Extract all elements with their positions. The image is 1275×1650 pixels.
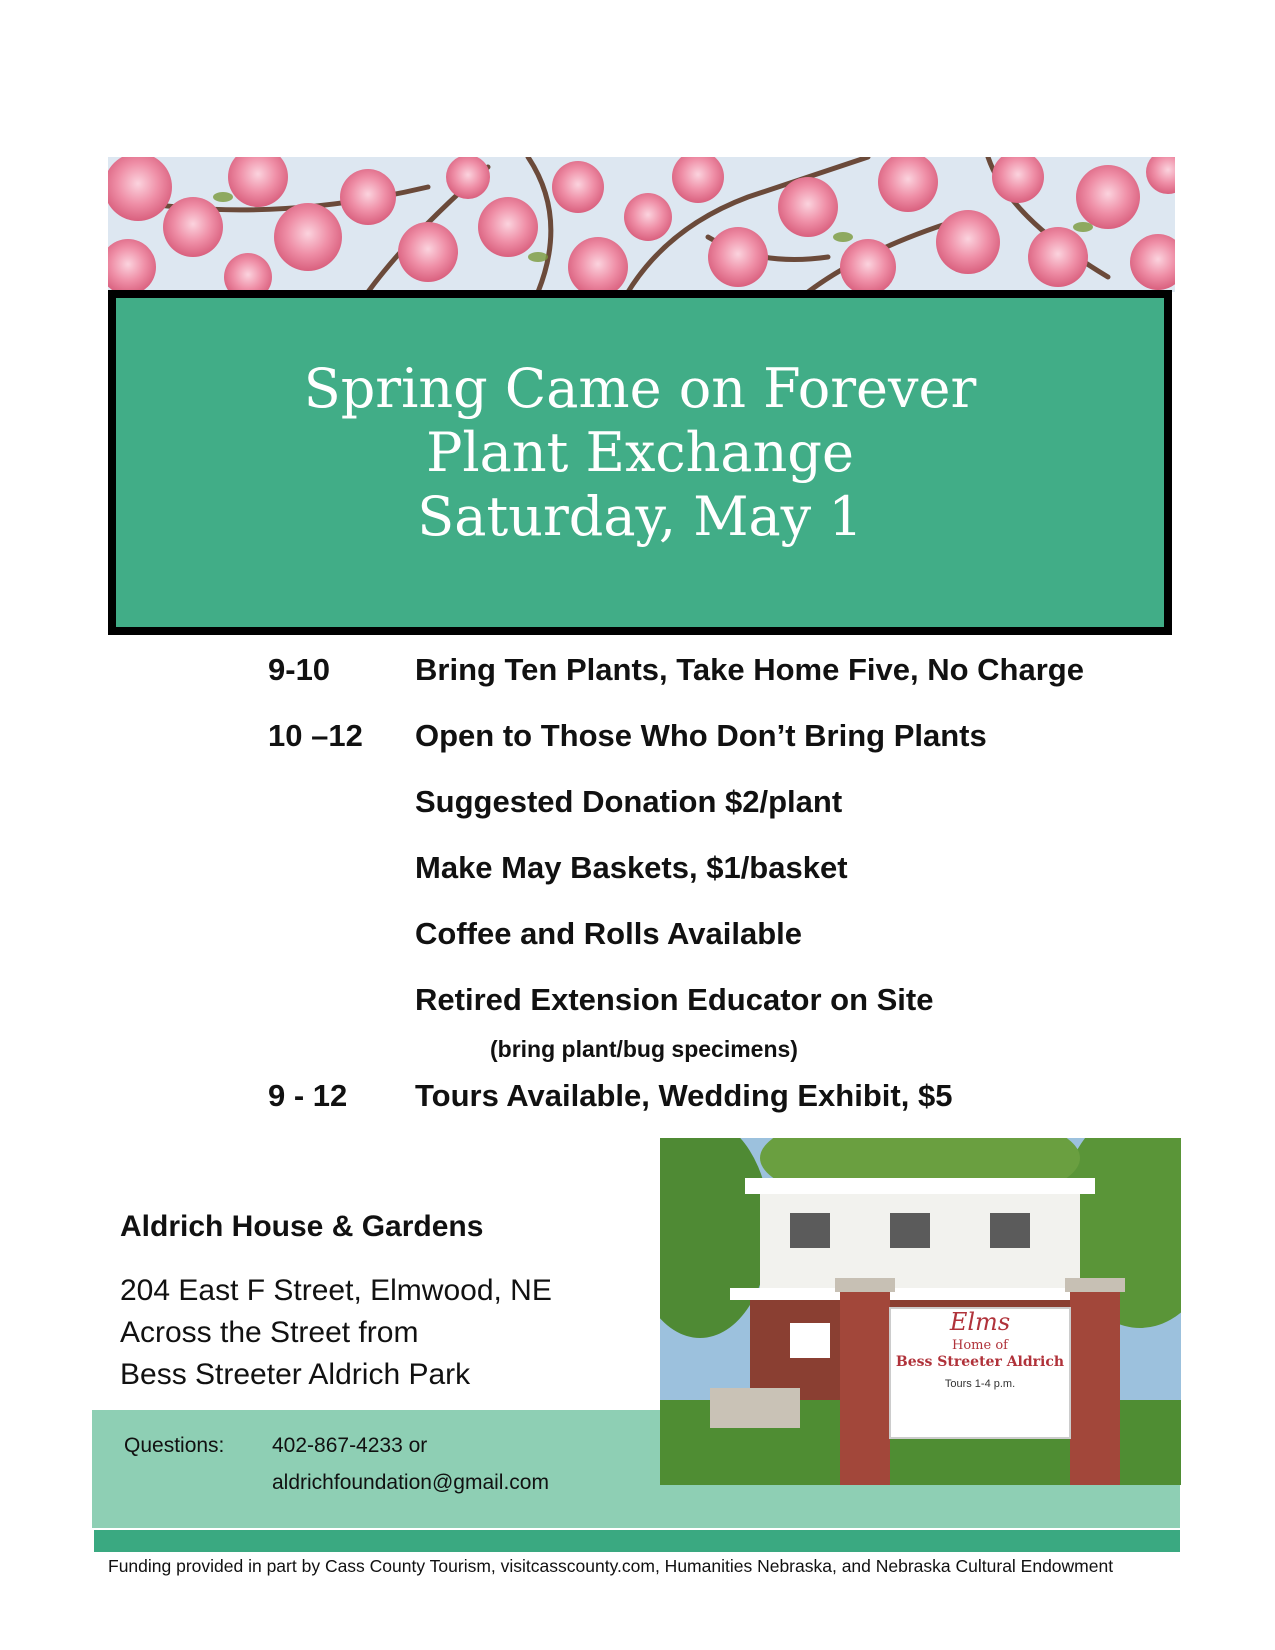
schedule-desc: Suggested Donation $2/plant <box>415 784 843 819</box>
questions-label: Questions: <box>124 1434 225 1457</box>
address-line: 204 East F Street, Elmwood, NE <box>120 1274 552 1307</box>
event-subtitle: Plant Exchange <box>426 420 854 484</box>
schedule-time: 9-10 <box>268 652 331 687</box>
funding-credits: Funding provided in part by Cass County Tourism, visitcasscounty.com, Humanities Nebraska, and Nebraska Cultural Endowment <box>108 1556 1114 1576</box>
address-line: Across the Street from <box>120 1316 419 1349</box>
contact-phone: 402-867-4233 or <box>272 1434 428 1457</box>
sign-tours-text: Tours 1-4 p.m. <box>944 1378 1016 1390</box>
schedule-desc: Retired Extension Educator on Site <box>415 982 934 1017</box>
schedule-desc: Open to Those Who Don’t Bring Plants <box>415 718 987 753</box>
event-title: Spring Came on Forever <box>303 356 977 420</box>
schedule-desc: Make May Baskets, $1/basket <box>415 850 848 885</box>
sign-name-text: Bess Streeter Aldrich <box>895 1354 1065 1370</box>
footer-stripe <box>94 1530 1180 1552</box>
schedule-desc: Tours Available, Wedding Exhibit, $5 <box>415 1078 953 1113</box>
address-line: Bess Streeter Aldrich Park <box>120 1358 471 1391</box>
sign-script-text: Elms <box>949 1308 1011 1336</box>
schedule-time: 10 –12 <box>268 718 363 753</box>
schedule-desc: Coffee and Rolls Available <box>415 916 803 951</box>
venue-name: Aldrich House & Gardens <box>120 1210 484 1243</box>
contact-email[interactable]: aldrichfoundation@gmail.com <box>272 1471 549 1494</box>
event-title-box <box>108 290 1172 635</box>
schedule-time: 9 - 12 <box>268 1078 348 1113</box>
cherry-blossom-banner-image <box>108 157 1175 292</box>
schedule-desc: Bring Ten Plants, Take Home Five, No Charge <box>415 652 1084 687</box>
sign-home-of-text: Home of <box>952 1338 1008 1353</box>
event-date: Saturday, May 1 <box>417 484 863 548</box>
schedule-note: (bring plant/bug specimens) <box>490 1036 798 1062</box>
aldrich-house-photo <box>660 1138 1181 1485</box>
